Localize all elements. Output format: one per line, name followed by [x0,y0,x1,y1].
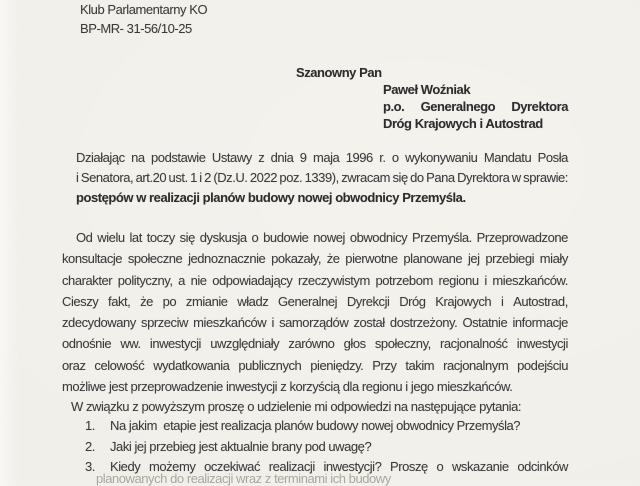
question-text: Jaki jej przebieg jest aktualnie brany pod uwagę? [110,438,372,454]
question-item [62,416,568,437]
text-line: oraz celowość wydatkowania publicznych pieniędzy. Przy takim racjonalnym podejściu [62,357,568,373]
text-line: i Senatora, art.20 ust. 1 i 2 (Dz.U. 2022 poz. 1339), zwracam się do Pana Dyrektora w sprawie: [76,169,568,185]
question-number: 1. [85,418,95,433]
addressee-salutation: Szanowny Pan [296,65,382,80]
question-item [62,437,568,458]
question-text: Kiedy możemy oczekiwać realizacji inwestycji? Proszę o wskazanie odcinków [110,459,568,475]
text-line: konsultacje społeczne jednoznacznie pokazały, że pierwotne planowane jej przebiegi miały [62,251,568,267]
question-number: 2. [85,438,95,454]
addressee-name: Paweł Woźniak [383,82,471,97]
main-paragraph [62,227,568,397]
text-line: Od wielu lat toczy się dyskusja o budowie nowej obwodnicy Przemyśla. Przeprowadzone [76,230,568,245]
question-number: 3. [85,459,95,475]
text-line: Działając na podstawie Ustawy z dnia 9 maja 1996 r. o wykonywaniu Mandatu Posła [76,150,568,165]
questions-list [62,416,568,478]
text-line: Cieszy fakt, że po zmianie władz Generalnej Dyrekcji Dróg Krajowych i Autostrad, [62,293,568,309]
text-line: charakter polityczny, a nie odpowiadający rzeczywistym potrzebom regionu i mieszkańców. [62,272,568,288]
addressee-title-line2: Dróg Krajowych i Autostrad [383,116,543,131]
cutoff-bottom-line: planowanych do realizacji wraz z terminami ich budowy [96,471,391,486]
letterhead-reference-number: BP-MR- 31-56/10-25 [80,21,192,36]
addressee-block [383,81,568,132]
closing-line: W związku z powyższym proszę o udzielenie mi odpowiedzi na następujące pytania: [71,399,522,414]
text-line: zdecydowany sprzeciw mieszkańców i samorządów został dostrzeżony. Ostatnie informacje [62,315,568,331]
addressee-title-word: Generalnego [420,99,496,114]
letterhead-club: Klub Parlamentarny KO [80,2,208,17]
addressee-title-word: p.o. [383,99,405,114]
question-text: Na jakim etapie jest realizacja planów budowy nowej obwodnicy Przemyśla? [110,418,521,433]
addressee-title-line1 [383,98,568,115]
text-line: odnośnie ww. inwestycji uwzględniały zarówno głos społeczny, racjonalność inwestycji [62,336,568,352]
text-line: możliwe jest przeprowadzenie inwestycji z korzyścią dla regionu i jego mieszkańców. [62,379,513,395]
letterhead [80,0,207,38]
text-line: postępów w realizacji planów budowy nowej obwodnicy Przemyśla. [76,189,466,205]
addressee-title-word: Dyrektora [511,99,568,114]
intro-paragraph [76,148,568,207]
